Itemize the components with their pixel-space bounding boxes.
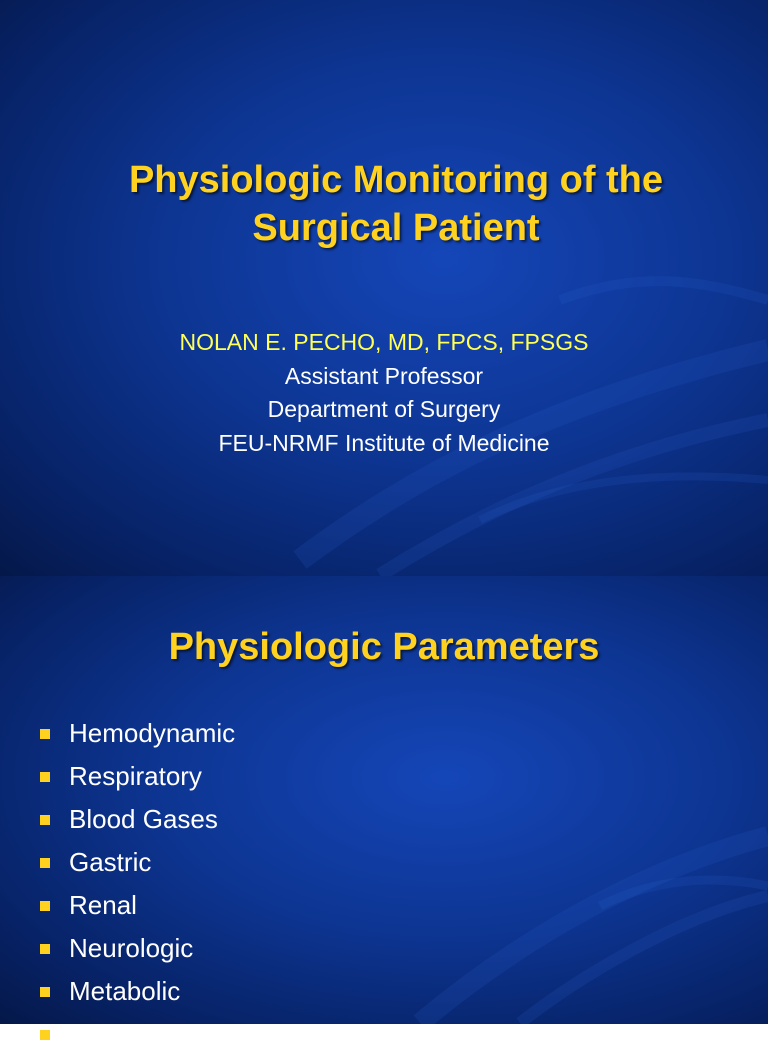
list-item [40,884,235,927]
author-title: Assistant Professor [284,362,484,389]
list-item-label: Renal [69,890,137,920]
bullet-square-icon [40,729,50,739]
author-name: NOLAN E. PECHO, MD, FPCS, FPSGS [179,329,589,355]
list-item-label: Neurologic [69,933,194,963]
list-item [40,755,235,798]
bullet-square-icon [40,1030,50,1040]
parameter-list [40,712,235,1056]
slide-2-title: Physiologic Parameters [168,626,600,668]
bullet-square-icon [40,944,50,954]
list-item [40,841,235,884]
list-item-label: Respiratory [69,761,202,791]
list-item [40,1013,235,1056]
bullet-square-icon [40,858,50,868]
list-item [40,712,235,755]
author-department: Department of Surgery [267,396,501,422]
bullet-square-icon [40,815,50,825]
author-institution: FEU-NRMF Institute of Medicine [218,429,550,456]
slide-title-line-1: Physiologic Monitoring of the [128,159,664,201]
list-item-label: Gastric [69,847,152,877]
slide-title [0,156,768,252]
list-item [40,970,235,1013]
list-item-label: Hemodynamic [69,718,236,748]
bullet-square-icon [40,901,50,911]
list-item-label: Metabolic [69,976,181,1006]
list-item-label: Blood Gases [69,804,218,834]
author-block [0,326,768,460]
list-item-label: Temperature [69,1019,215,1049]
bullet-square-icon [40,772,50,782]
slide-title-line-2: Surgical Patient [252,207,540,249]
list-item [40,798,235,841]
bullet-square-icon [40,987,50,997]
list-item [40,927,235,970]
